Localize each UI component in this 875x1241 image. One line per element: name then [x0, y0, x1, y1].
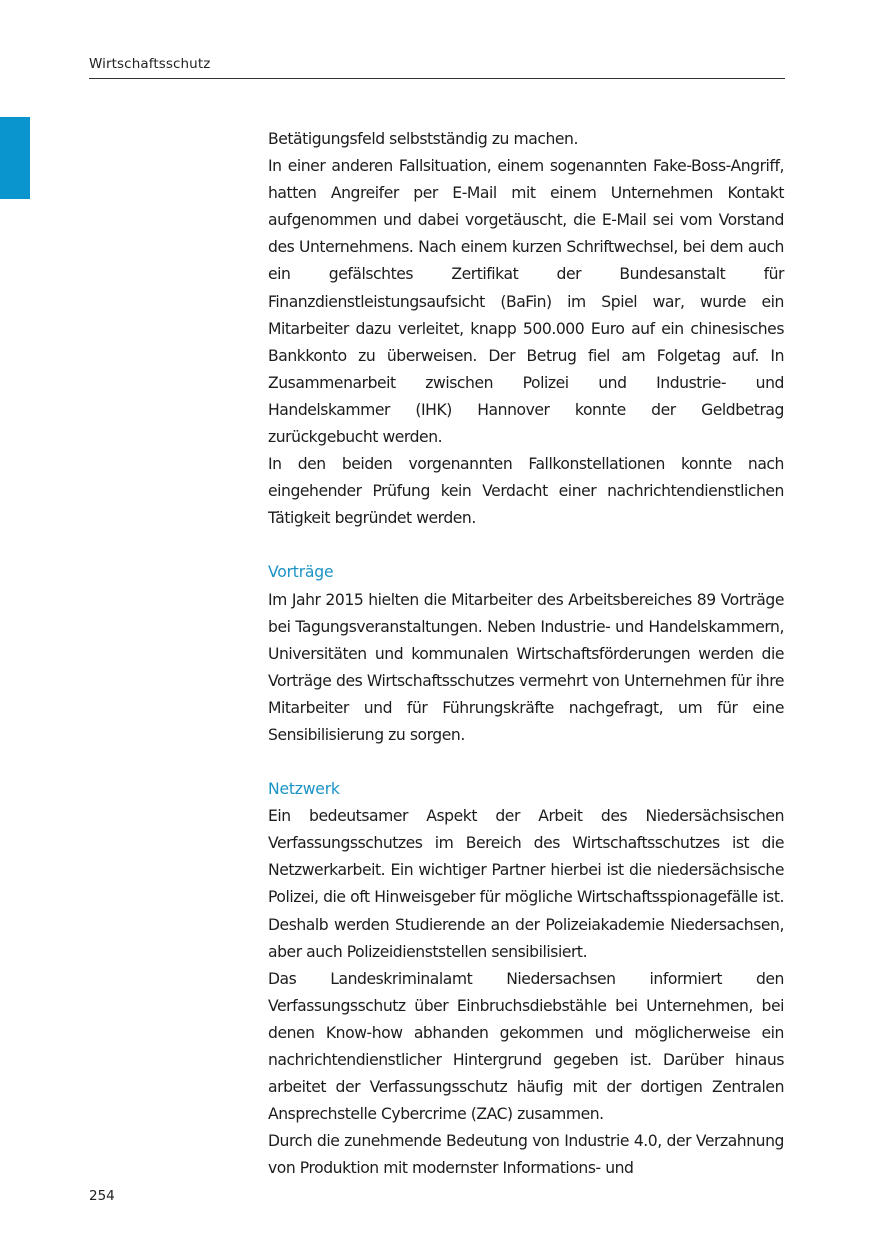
- page-number: 254: [89, 1188, 115, 1204]
- paragraph-industrie-4: Durch die zunehmende Bedeutung von Industrie 4.0, der Verzahnung von Produktion mit modernster Informations- und: [268, 1132, 784, 1178]
- paragraph-vortraege: Im Jahr 2015 hielten die Mitarbeiter des Arbeitsbereiches 89 Vorträge bei Tagungsveranstaltungen. Neben Industrie- und Handelskammern, Universitäten und kommunalen Wirtschaftsförderungen werden die Vorträge des Wirtschaftsschutzes vermehrt von Unternehmen für ihre Mitarbeiter und für Führungskräfte nachgefragt, um für eine Sensibilisierung zu sorgen.: [268, 590, 784, 744]
- main-text-column: [268, 126, 784, 1182]
- chapter-tab-marker: [0, 117, 30, 199]
- paragraph-netzwerk-intro: Ein bedeutsamer Aspekt der Arbeit des Niedersächsischen Verfassungsschutzes im Bereich des Wirtschaftsschutzes ist die Netzwerkarbeit. Ein wichtiger Partner hierbei ist die niedersächsische Polizei, die oft Hinweisgeber für mögliche Wirtschaftsspionagefälle ist. Deshalb werden Studierende an der Polizeiakademie Niedersachsen, aber auch Polizeidienststellen sensibilisiert.: [268, 807, 784, 961]
- paragraph-continuation: Betätigungsfeld selbstständig zu machen.: [268, 130, 578, 148]
- paragraph-landeskriminalamt: Das Landeskriminalamt Niedersachsen informiert den Verfassungsschutz über Einbruchsdiebstähle bei Unternehmen, bei denen Know-how abhanden gekommen und möglicherweise ein nachrichtendienstlicher Hintergrund gegeben ist. Darüber hinaus arbeitet der Verfassungsschutz häufig mit der dortigen Zentralen Ansprechstelle Cybercrime (ZAC) zusammen.: [268, 969, 784, 1124]
- running-header-title: Wirtschaftsschutz: [89, 56, 211, 72]
- section-heading-netzwerk: Netzwerk: [268, 780, 340, 799]
- header-divider: [89, 78, 785, 79]
- section-spacer: [268, 532, 784, 559]
- section-heading-vortraege: Vorträge: [268, 563, 334, 582]
- paragraph-fake-boss-case: In einer anderen Fallsituation, einem sogenannten Fake-Boss-Angriff, hatten Angreifer per E-Mail mit einem Unternehmen Kontakt aufgenommen und dabei vorgetäuscht, die E-Mail sei vom Vorstand des Unternehmens. Nach einem kurzen Schriftwechsel, bei dem auch ein gefälschtes Zertifikat der Bundesanstalt für Finanzdienstleistungsaufsicht (BaFin) im Spiel war, wurde ein Mitarbeiter dazu verleitet, knapp 500.000 Euro auf ein chinesisches Bankkonto zu überweisen. Der Betrug fiel am Folgetag auf. In Zusammenarbeit zwischen Polizei und Industrie- und Handelskammer (IHK) Hannover konnte der Geldbetrag zurückgebucht werden.: [268, 157, 784, 447]
- section-spacer: [268, 749, 784, 776]
- paragraph-case-conclusion: In den beiden vorgenannten Fallkonstellationen konnte nach eingehender Prüfung kein Verdacht einer nachrichtendienstlichen Tätigkeit begründet werden.: [268, 455, 784, 528]
